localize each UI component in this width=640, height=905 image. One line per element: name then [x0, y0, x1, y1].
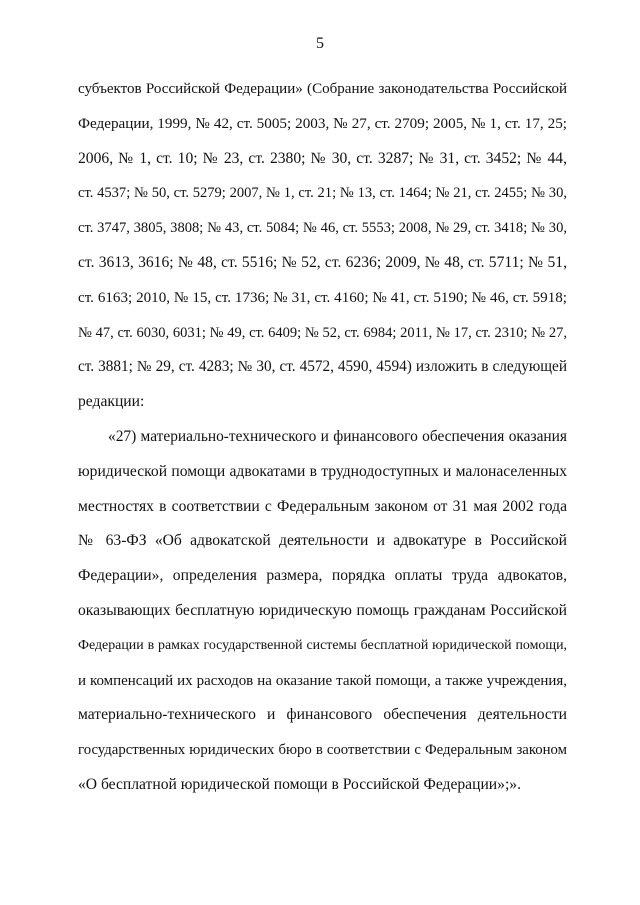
text-line: субъектов Российской Федерации» (Собрание законодательства Российской [78, 81, 567, 97]
document-body [78, 72, 567, 803]
text-line: Федерации, 1999, № 42, ст. 5005; 2003, № 27, ст. 2709; 2005, № 1, ст. 17, 25; [78, 114, 567, 132]
text-line: государственных юридических бюро в соответствии с Федеральным законом [78, 742, 567, 759]
text-line: № 63-ФЗ «Об адвокатской деятельности и адвокатуре в Российской [78, 532, 567, 550]
text-line: ст. 3747, 3805, 3808; № 43, ст. 5084; № 46, ст. 5553; 2008, № 29, ст. 3418; № 30, [78, 220, 567, 237]
text-line: «27) материально-технического и финансового обеспечения оказания [108, 427, 567, 445]
text-line: ст. 3613, 3616; № 48, ст. 5516; № 52, ст. 6236; 2009, № 48, ст. 5711; № 51, [78, 253, 567, 271]
text-line: Федерации в рамках государственной системы бесплатной юридической помощи, [78, 637, 567, 653]
text-line: местностях в соответствии с Федеральным законом от 31 мая 2002 года [78, 497, 567, 515]
text-line: ст. 3881; № 29, ст. 4283; № 30, ст. 4572, 4590, 4594) изложить в следующей [78, 358, 567, 376]
paragraph-item-27 [78, 420, 567, 803]
text-line: редакции: [78, 393, 145, 411]
text-line: материально-технического и финансового обеспечения деятельности [78, 706, 567, 724]
paragraph-amendment-reference [78, 72, 567, 420]
text-line: и компенсаций их расходов на оказание такой помощи, а также учреждения, [78, 672, 567, 689]
text-line: «О бесплатной юридической помощи в Российской Федерации»;». [78, 775, 521, 793]
text-line: оказывающих бесплатную юридическую помощь гражданам Российской [78, 601, 567, 619]
text-line: 2006, № 1, ст. 10; № 23, ст. 2380; № 30, ст. 3287; № 31, ст. 3452; № 44, [78, 149, 567, 167]
text-line: ст. 6163; 2010, № 15, ст. 1736; № 31, ст. 4160; № 41, ст. 5190; № 46, ст. 5918; [78, 289, 567, 306]
page-number: 5 [316, 35, 324, 52]
text-line: № 47, ст. 6030, 6031; № 49, ст. 6409; № 52, ст. 6984; 2011, № 17, ст. 2310; № 27, [78, 324, 567, 341]
text-line: Федерации», определения размера, порядка оплаты труда адвокатов, [78, 567, 567, 585]
text-line: ст. 4537; № 50, ст. 5279; 2007, № 1, ст. 21; № 13, ст. 1464; № 21, ст. 2455; № 30, [78, 185, 567, 202]
text-line: юридической помощи адвокатами в труднодоступных и малонаселенных [78, 462, 567, 480]
